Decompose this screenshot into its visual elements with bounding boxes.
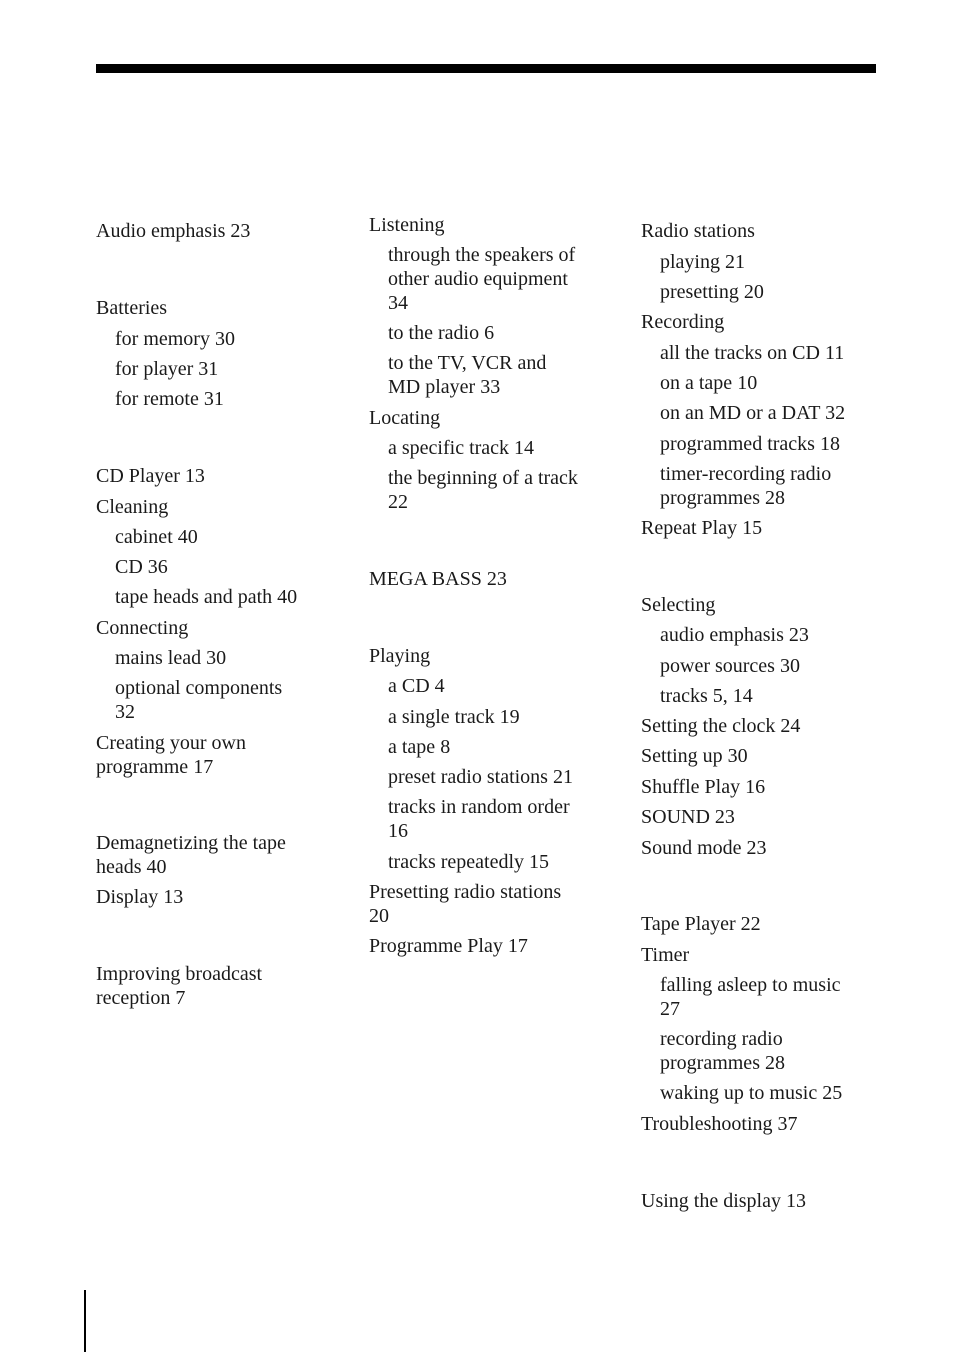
index-subentry: tracks in random order: [388, 796, 570, 818]
index-entry: heads 40: [96, 856, 167, 878]
index-entry: Creating your own: [96, 732, 246, 754]
index-entry: Shuffle Play 16: [641, 776, 766, 798]
index-subentry: for player 31: [115, 358, 219, 380]
index-entry: Repeat Play 15: [641, 517, 763, 539]
index-subentry: for memory 30: [115, 328, 235, 350]
index-subentry: for remote 31: [115, 388, 224, 410]
index-subentry: a single track 19: [388, 706, 520, 728]
index-subentry: 22: [388, 491, 408, 513]
index-subentry: 27: [660, 998, 680, 1020]
index-entry: Setting up 30: [641, 745, 748, 767]
index-entry: reception 7: [96, 987, 186, 1009]
index-subentry: a CD 4: [388, 675, 445, 697]
index-subentry: cabinet 40: [115, 526, 198, 548]
index-entry: Connecting: [96, 617, 189, 639]
index-subentry: to the TV, VCR and: [388, 352, 547, 374]
index-subentry: falling asleep to music: [660, 974, 841, 996]
margin-rule: [84, 1290, 86, 1352]
index-subentry: on a tape 10: [660, 372, 758, 394]
index-entry: Locating: [369, 407, 441, 429]
index-subentry: optional components: [115, 677, 283, 699]
index-subentry: tracks repeatedly 15: [388, 851, 550, 873]
index-subentry: timer-recording radio: [660, 463, 832, 485]
index-subentry: through the speakers of: [388, 244, 576, 266]
index-subentry: power sources 30: [660, 655, 800, 677]
index-entry: Display 13: [96, 886, 184, 908]
index-entry: Recording: [641, 311, 725, 333]
index-subentry: CD 36: [115, 556, 168, 578]
index-subentry: the beginning of a track: [388, 467, 578, 489]
index-entry: SOUND 23: [641, 806, 735, 828]
index-subentry: audio emphasis 23: [660, 624, 809, 646]
index-entry: Listening: [369, 214, 445, 236]
index-entry: programme 17: [96, 756, 214, 778]
index-subentry: programmes 28: [660, 487, 785, 509]
index-entry: Sound mode 23: [641, 837, 767, 859]
index-subentry: programmed tracks 18: [660, 433, 840, 455]
index-entry: Improving broadcast: [96, 963, 263, 985]
index-subentry: tracks 5, 14: [660, 685, 753, 707]
index-entry: Setting the clock 24: [641, 715, 801, 737]
index-subentry: preset radio stations 21: [388, 766, 573, 788]
index-entry: Demagnetizing the tape: [96, 832, 286, 854]
index-entry: CD Player 13: [96, 465, 205, 487]
header-rule: [96, 64, 876, 73]
index-subentry: presetting 20: [660, 281, 764, 303]
index-entry: Troubleshooting 37: [641, 1113, 798, 1135]
index-subentry: 32: [115, 701, 135, 723]
index-entry: 20: [369, 905, 389, 927]
index-subentry: a specific track 14: [388, 437, 535, 459]
index-subentry: recording radio: [660, 1028, 783, 1050]
index-subentry: other audio equipment: [388, 268, 568, 290]
index-entry: Tape Player 22: [641, 913, 761, 935]
index-entry: Batteries: [96, 297, 168, 319]
index-entry: Selecting: [641, 594, 716, 616]
index-entry: MEGA BASS 23: [369, 568, 507, 590]
index-subentry: all the tracks on CD 11: [660, 342, 845, 364]
index-entry: Audio emphasis 23: [96, 220, 251, 242]
index-subentry: waking up to music 25: [660, 1082, 843, 1104]
index-subentry: tape heads and path 40: [115, 586, 298, 608]
index-subentry: 34: [388, 292, 408, 314]
index-subentry: programmes 28: [660, 1052, 785, 1074]
index-subentry: a tape 8: [388, 736, 451, 758]
index-entry: Cleaning: [96, 496, 169, 518]
index-subentry: mains lead 30: [115, 647, 227, 669]
index-entry: Presetting radio stations: [369, 881, 562, 903]
index-subentry: to the radio 6: [388, 322, 495, 344]
index-entry: Radio stations: [641, 220, 755, 242]
index-entry: Timer: [641, 944, 690, 966]
index-subentry: 16: [388, 820, 408, 842]
index-subentry: on an MD or a DAT 32: [660, 402, 846, 424]
index-subentry: MD player 33: [388, 376, 501, 398]
index-entry: Playing: [369, 645, 431, 667]
index-entry: Programme Play 17: [369, 935, 528, 957]
index-subentry: playing 21: [660, 251, 745, 273]
index-entry: Using the display 13: [641, 1190, 806, 1212]
